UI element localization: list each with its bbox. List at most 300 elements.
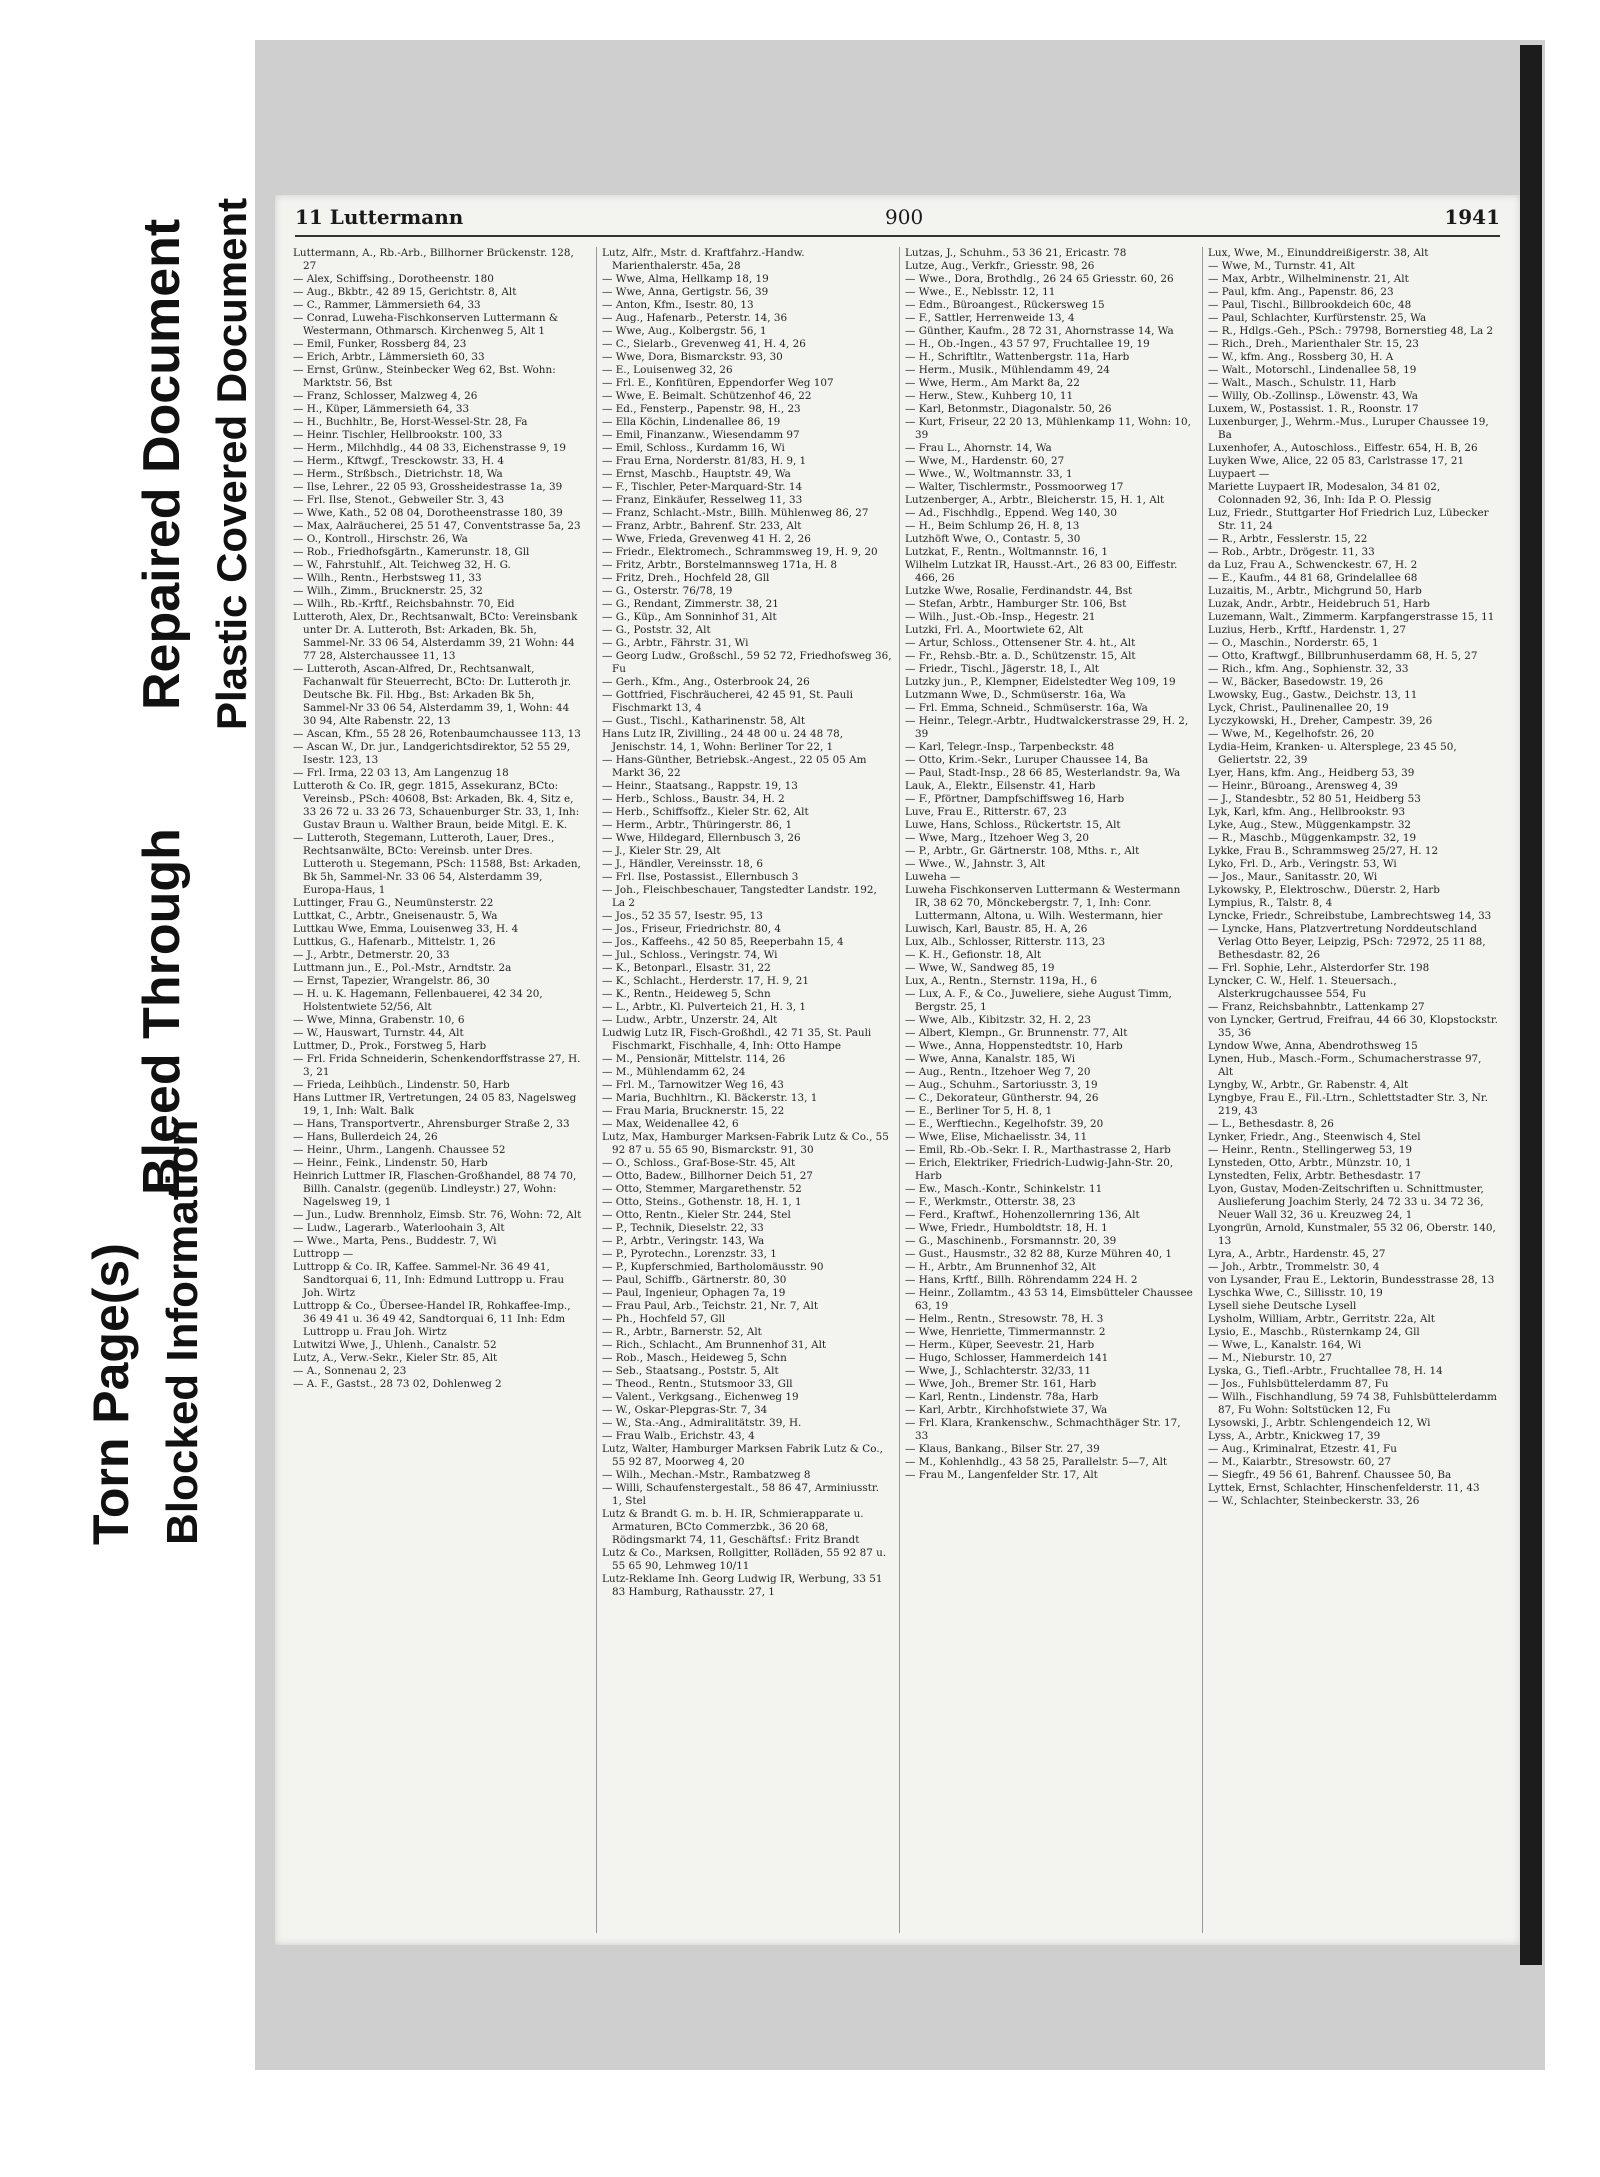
directory-entry: Luwe, Hans, Schloss., Rückertstr. 15, Alt [905,819,1121,831]
directory-entry: Luxenburger, J., Wehrm.-Mus., Luruper Chaussee 19, Ba [1208,416,1489,441]
directory-entry: — Emil, Finanzanw., Wiesendamm 97 [602,429,800,441]
directory-entry: — Jos., Maur., Sanitasstr. 20, Wi [1208,871,1378,883]
directory-entry: — Jun., Ludw. Brennholz, Eimsb. Str. 76, Wohn: 72, Alt [293,1209,582,1221]
directory-entry: — H. u. K. Hagemann, Fellenbauerei, 42 34 20, Holstentwiete 52/56, Alt [293,988,543,1013]
directory-entry: Lutz & Co., Marksen, Rollgitter, Rolläden, 55 92 87 u. 55 65 90, Lehmweg 10/11 [602,1547,887,1572]
directory-entry: Lysio, E., Maschb., Rüsternkamp 24, Gll [1208,1326,1420,1338]
directory-entry: Lutzky jun., P., Klempner, Eidelstedter Weg 109, 19 [905,676,1176,688]
directory-entry: — Fritz, Dreh., Hochfeld 28, Gll [602,572,770,584]
directory-entry: — P., Pyrotechn., Lorenzstr. 33, 1 [602,1248,777,1260]
directory-entry: — Frl. Irma, 22 03 13, Am Langenzug 18 [293,767,509,779]
directory-entry: Lutz & Brandt G. m. b. H. IR, Schmierapparate u. Armaturen, BCto Commerzbk., 36 20 68, Rödingsmarkt 74, 11, Geschäftsf.: Fritz Brandt [602,1508,864,1546]
directory-entry: Lykowsky, P., Elektroschw., Düerstr. 2, Harb [1208,884,1440,896]
directory-entry: Lyon, Gustav, Moden-Zeitschriften u. Schnittmuster, Auslieferung Joachim Sterly, 24 72 33 u. 34 72 36, Neuer Wall 32, 36 u. Kreuzweg 24, 1 [1208,1183,1484,1221]
directory-entry: Luve, Frau E., Ritterstr. 67, 23 [905,806,1067,818]
directory-entry: — Wwe, Herm., Am Markt 8a, 22 [905,377,1080,389]
directory-entry: — Kurt, Friseur, 22 20 13, Mühlenkamp 11, Wohn: 10, 39 [905,416,1191,441]
directory-entry: — Otto, Badew., Billhorner Deich 51, 27 [602,1170,813,1182]
header-year: 1941 [1444,205,1500,229]
directory-entry: — Max, Aalräucherei, 25 51 47, Conventstrasse 5a, 23 [293,520,581,532]
directory-entry: Luzemann, Walt., Zimmerm. Karpfangerstrasse 15, 11 [1208,611,1495,623]
directory-entry: Lyke, Aug., Stew., Müggenkampstr. 32 [1208,819,1412,831]
directory-entry: Lutz-Reklame Inh. Georg Ludwig IR, Werbung, 33 51 83 Hamburg, Rathausstr. 27, 1 [602,1573,883,1598]
directory-entry: — Jos., Kaffeehs., 42 50 85, Reeperbahn 15, 4 [602,936,844,948]
directory-entry: — W., Sta.-Ang., Admiralitätstr. 39, H. [602,1417,802,1429]
directory-entry: — Karl, Betonmstr., Diagonalstr. 50, 26 [905,403,1112,415]
directory-entry: — H., Arbtr., Am Brunnenhof 32, Alt [905,1261,1096,1273]
directory-entry: — H., Beim Schlump 26, H. 8, 13 [905,520,1080,532]
directory-entry: von Lysander, Frau E., Lektorin, Bundesstrasse 28, 13 [1208,1274,1495,1286]
directory-entry: — G., Rendant, Zimmerstr. 38, 21 [602,598,779,610]
directory-entry: — O., Kontroll., Hirschstr. 26, Wa [293,533,468,545]
directory-entry: — Seb., Staatsang., Poststr. 5, Alt [602,1365,779,1377]
directory-entry: — J., Händler, Vereinsstr. 18, 6 [602,858,764,870]
directory-entry: — Wwe, Alb., Kibitzstr. 32, H. 2, 23 [905,1014,1091,1026]
directory-entry: — E., Werftiechn., Kegelhofstr. 39, 20 [905,1118,1104,1130]
directory-entry: — W., Oskar-Plepgras-Str. 7, 34 [602,1404,768,1416]
directory-entry: Lyongrün, Arnold, Kunstmaler, 55 32 06, Oberstr. 140, 13 [1208,1222,1496,1247]
directory-entry: — Wwe., E., Neblsstr. 12, 11 [905,286,1056,298]
directory-entry: Luttkat, C., Arbtr., Gneisenaustr. 5, Wa [293,910,498,922]
directory-entry: Lynstedten, Felix, Arbtr. Bethesdastr. 17 [1208,1170,1421,1182]
directory-entry: — Wilh., Mechan.-Mstr., Rambatzweg 8 [602,1469,811,1481]
directory-entry: — Emil, Schloss., Kurdamm 16, Wi [602,442,785,454]
directory-entry: — Gerh., Kfm., Ang., Osterbrook 24, 26 [602,676,810,688]
directory-entry: Luttkau Wwe, Emma, Louisenweg 33, H. 4 [293,923,519,935]
directory-entry: Lyczykowski, H., Dreher, Campestr. 39, 26 [1208,715,1433,727]
directory-entry: — Gottfried, Fischräucherei, 42 45 91, St. Pauli Fischmarkt 13, 4 [602,689,853,714]
directory-entry: — Frl. Frida Schneiderin, Schenkendorffstrasse 27, H. 3, 21 [293,1053,581,1078]
directory-entry: — Rob., Arbtr., Drögestr. 11, 33 [1208,546,1375,558]
directory-entry: Lyk, Karl, kfm. Ang., Hellbrookstr. 93 [1208,806,1406,818]
column-2 [596,247,892,1933]
directory-entry: — W., kfm. Ang., Rossberg 30, H. A [1208,351,1394,363]
directory-entry: — F., Sattler, Herrenweide 13, 4 [905,312,1075,324]
label-repaired-document: Repaired Document [133,218,191,710]
directory-entry: — Willi, Schaufenstergestalt., 58 86 47, Arminiusstr. 1, Stel [602,1482,880,1507]
directory-entry: — Hans, Bullerdeich 24, 26 [293,1131,438,1143]
directory-entry: — Emil, Rb.-Ob.-Sekr. I. R., Marthastrasse 2, Harb [905,1144,1171,1156]
directory-entry: — Herm., Strßbsch., Dietrichstr. 18, Wa [293,468,503,480]
directory-entry: — Wwe, Joh., Bremer Str. 161, Harb [905,1378,1097,1390]
directory-entry: — Theod., Rentn., Stutsmoor 33, Gll [602,1378,793,1390]
directory-entry: — Herb., Schiffsoffz., Kieler Str. 62, Alt [602,806,809,818]
directory-entry: Lux, Alb., Schlosser, Ritterstr. 113, 23 [905,936,1106,948]
directory-entry: — Anton, Kfm., Isestr. 80, 13 [602,299,754,311]
directory-entry: Lyck, Christ., Paulinenallee 20, 19 [1208,702,1389,714]
directory-entry: — Stefan, Arbtr., Hamburger Str. 106, Bst [905,598,1127,610]
directory-entry: — Wwe, Hildegard, Ellernbusch 3, 26 [602,832,801,844]
label-bleed-through: Bleed Through [133,828,191,1195]
condition-labels [0,0,260,2177]
directory-entry: Lyko, Frl. D., Arb., Veringstr. 53, Wi [1208,858,1397,870]
directory-entry: — C., Sielarb., Grevenweg 41, H. 4, 26 [602,338,806,350]
directory-entry: — Max, Weidenallee 42, 6 [602,1118,739,1130]
directory-entry: — Max, Arbtr., Wilhelminenstr. 21, Alt [1208,273,1409,285]
directory-entry: — Frieda, Leihbüch., Lindenstr. 50, Harb [293,1079,510,1091]
directory-entry: — Herm., Milchhdlg., 44 08 33, Eichenstrasse 9, 19 [293,442,567,454]
directory-entry: — M., Nieburstr. 10, 27 [1208,1352,1333,1364]
directory-entry: — J., Arbtr., Detmerstr. 20, 33 [293,949,450,961]
directory-entry: — Heinr., Feink., Lindenstr. 50, Harb [293,1157,488,1169]
directory-entry: Lydia-Heim, Kranken- u. Altersplege, 23 45 50, Geliertstr. 22, 39 [1208,741,1457,766]
directory-entry: — P., Arbtr., Veringstr. 143, Wa [602,1235,765,1247]
directory-entry: Luweha — [905,871,961,883]
directory-entry: — Rich., kfm. Ang., Sophienstr. 32, 33 [1208,663,1409,675]
directory-entry: — Franz, Einkäufer, Resselweg 11, 33 [602,494,803,506]
directory-entry: — H., Ob.-Ingen., 43 57 97, Fruchtallee 19, 19 [905,338,1150,350]
directory-entry: — G., Maschinenb., Forsmannstr. 20, 39 [905,1235,1117,1247]
directory-entry: — Ew., Masch.-Kontr., Schinkelstr. 11 [905,1183,1103,1195]
directory-entry: — Paul, Stadt-Insp., 28 66 85, Westerlandstr. 9a, Wa [905,767,1181,779]
directory-entry: Luttkus, G., Hafenarb., Mittelstr. 1, 26 [293,936,496,948]
directory-entry: Lutwitzi Wwe, J., Uhlenh., Canalstr. 52 [293,1339,497,1351]
directory-entry: Lutzenberger, A., Arbtr., Bleicherstr. 15, H. 1, Alt [905,494,1165,506]
directory-entry: — M., Kaiarbtr., Stresowstr. 60, 27 [1208,1456,1392,1468]
directory-entry: — Karl, Telegr.-Insp., Tarpenbeckstr. 48 [905,741,1115,753]
directory-entry: — Paul, Schlachter, Kurfürstenstr. 25, Wa [1208,312,1427,324]
directory-entry: Lyndow Wwe, Anna, Abendrothsweg 15 [1208,1040,1418,1052]
directory-entry: — Wwe, L., Kanalstr. 164, Wi [1208,1339,1362,1351]
directory-entry: — Friedr., Elektromech., Schrammsweg 19, H. 9, 20 [602,546,878,558]
directory-entry: — R., Arbtr., Fesslerstr. 15, 22 [1208,533,1368,545]
directory-entry: Mariette Luypaert IR, Modesalon, 34 81 02, Colonnaden 92, 36, Inh: Ida P. O. Plessig [1208,481,1441,506]
directory-entry: — Aug., Bkbtr., 42 89 15, Gerichtstr. 8, Alt [293,286,517,298]
directory-entry: Luwisch, Karl, Baustr. 85, H. A, 26 [905,923,1088,935]
directory-entry: — Otto, Stemmer, Margarethenstr. 52 [602,1183,802,1195]
directory-entry: Luttermann, A., Rb.-Arb., Billhorner Brückenstr. 128, 27 [293,247,574,272]
directory-entry: Lyngbye, Frau E., Fil.-Ltrn., Schlettstadter Str. 3, Nr. 219, 43 [1208,1092,1488,1117]
directory-entry: — Aug., Schuhm., Sartoriusstr. 3, 19 [905,1079,1098,1091]
directory-entry: Luttmer, D., Prok., Forstweg 5, Harb [293,1040,487,1052]
directory-entry: — F., Tischler, Peter-Marquard-Str. 14 [602,481,803,493]
directory-entry: — J., Kieler Str. 29, Alt [602,845,721,857]
directory-entry: — Wwe, M., Kegelhofstr. 26, 20 [1208,728,1375,740]
directory-entry: — Aug., Hafenarb., Peterstr. 14, 36 [602,312,788,324]
directory-entry: — L., Arbtr., Kl. Pulverteich 21, H. 3, 1 [602,1001,807,1013]
directory-entry: — Heinr., Staatsang., Rappstr. 19, 13 [602,780,798,792]
directory-entry: Luttropp & Co., Übersee-Handel IR, Rohkaffee-Imp., 36 49 41 u. 36 49 42, Sandtorquai 6, 11 Inh: Edm Luttropp u. Frau Joh. Wirtz [293,1300,571,1338]
directory-entry: — R., Maschb., Müggenkampstr. 32, 19 [1208,832,1417,844]
directory-entry: Lynsteden, Otto, Arbtr., Münzstr. 10, 1 [1208,1157,1412,1169]
directory-entry: — Aug., Rentn., Itzehoer Weg 7, 20 [905,1066,1091,1078]
directory-entry: — Wilh., Zimm., Brucknerstr. 25, 32 [293,585,483,597]
directory-entry: — Alex, Schiffsing., Dorotheenstr. 180 [293,273,494,285]
directory-entry: — Rich., Dreh., Marienthaler Str. 15, 23 [1208,338,1419,350]
directory-entry: — W., Bäcker, Basedowstr. 19, 26 [1208,676,1384,688]
directory-entry: — Frau Paul, Arb., Teichstr. 21, Nr. 7, Alt [602,1300,819,1312]
directory-entry: — Wwe., Dora, Brothdlg., 26 24 65 Griesstr. 60, 26 [905,273,1174,285]
header-running-title: 11 Luttermann [295,205,464,229]
directory-entry: — G., Arbtr., Fährstr. 31, Wi [602,637,749,649]
directory-entry: — Wwe, Anna, Gertigstr. 56, 39 [602,286,769,298]
directory-entry: — E., Kaufm., 44 81 68, Grindelallee 68 [1208,572,1418,584]
directory-entry: — Frl. Ilse, Stenot., Gebweiler Str. 3, 43 [293,494,505,506]
directory-entry: Lutz, Alfr., Mstr. d. Kraftfahrz.-Handw. Marienthalerstr. 45a, 28 [602,247,805,272]
directory-columns [293,247,1502,1933]
directory-entry: — Frau Erna, Norderstr. 81/83, H. 9, 1 [602,455,807,467]
directory-entry: — Jul., Schloss., Veringstr. 74, Wi [602,949,778,961]
directory-entry: Lutzhöft Wwe, O., Contastr. 5, 30 [905,533,1081,545]
directory-entry: Lykke, Frau B., Schrammsweg 25/27, H. 12 [1208,845,1439,857]
directory-entry: da Luz, Frau A., Schwenckestr. 67, H. 2 [1208,559,1418,571]
directory-entry: — Wwe., Anna, Hoppenstedtstr. 10, Harb [905,1040,1123,1052]
directory-entry: — Heinr., Büroang., Arensweg 4, 39 [1208,780,1398,792]
directory-entry: — Walt., Motorschl., Lindenallee 58, 19 [1208,364,1417,376]
directory-entry: — H., Buchhltr., Be, Horst-Wessel-Str. 28, Fa [293,416,528,428]
directory-entry: — Hugo, Schlosser, Hammerdeich 141 [905,1352,1109,1364]
directory-entry: — P., Kupferschmied, Bartholomäusstr. 90 [602,1261,824,1273]
directory-entry: — Paul, Tischl., Billbrookdeich 60c, 48 [1208,299,1412,311]
directory-entry: Lyschka Wwe, C., Sillisstr. 10, 19 [1208,1287,1383,1299]
directory-entry: — Wwe, Marg., Itzehoer Weg 3, 20 [905,832,1090,844]
directory-entry: Luzak, Andr., Arbtr., Heidebruch 51, Harb [1208,598,1430,610]
directory-entry: Lyska, G., Tiefl.-Arbtr., Fruchtallee 78, H. 14 [1208,1365,1443,1377]
directory-entry: — Heinr., Rentn., Stellingerweg 53, 19 [1208,1144,1413,1156]
directory-entry: — Günther, Kaufm., 28 72 31, Ahornstrasse 14, Wa [905,325,1174,337]
directory-entry: — Lutteroth, Ascan-Alfred, Dr., Rechtsanwalt, Fachanwalt für Steuerrecht, BCto: Dr. Lutteroth jr. Deutsche Bk. Fil. Hbg., Bst: Arkaden Bk 5h, Sammel-Nr 33 06 54, Alsterdamm 39, 1, Wohn: 44 30 94, Alte Rabenstr. 22, 13 [293,663,572,727]
directory-entry: — R., Arbtr., Barnerstr. 52, Alt [602,1326,762,1338]
directory-entry: Lauk, A., Elektr., Eilsenstr. 41, Harb [905,780,1096,792]
directory-entry: Lynen, Hub., Masch.-Form., Schumacherstrasse 97, Alt [1208,1053,1482,1078]
directory-entry: — Wwe, Frieda, Grevenweg 41 H. 2, 26 [602,533,811,545]
directory-entry: — M., Pensionär, Mittelstr. 114, 26 [602,1053,786,1065]
directory-entry: — Erich, Arbtr., Lämmersieth 60, 33 [293,351,485,363]
directory-entry: — Emil, Funker, Rossberg 84, 23 [293,338,467,350]
directory-entry: Luttropp & Co. IR, Kaffee. Sammel-Nr. 36 49 41, Sandtorquai 6, 11, Inh: Edmund Luttropp u. Frau Joh. Wirtz [293,1261,565,1299]
directory-entry: — Frau M., Langenfelder Str. 17, Alt [905,1469,1098,1481]
directory-entry: — Herm., Kftwgf., Tresckowstr. 33, H. 4 [293,455,505,467]
directory-entry: — F., Pförtner, Dampfschiffsweg 16, Harb [905,793,1125,805]
directory-entry: — C., Rammer, Lämmersieth 64, 33 [293,299,481,311]
directory-entry: — G., Osterstr. 76/78, 19 [602,585,733,597]
directory-entry: Lutz, Walter, Hamburger Marksen Fabrik Lutz & Co., 55 92 87, Moorweg 4, 20 [602,1443,883,1468]
directory-entry: — Jos., Friseur, Friedrichstr. 80, 4 [602,923,781,935]
directory-entry: — Albert, Klempn., Gr. Brunnenstr. 77, Alt [905,1027,1128,1039]
directory-entry: — Herm., Küper, Seevestr. 21, Harb [905,1339,1095,1351]
directory-entry: — Wilh., Rentn., Herbstsweg 11, 33 [293,572,482,584]
directory-entry: — Ernst, Maschb., Hauptstr. 49, Wa [602,468,791,480]
directory-entry: Lutzas, J., Schuhm., 53 36 21, Ericastr. 78 [905,247,1127,259]
directory-entry: Lux, Wwe, M., Einunddreißigerstr. 38, Alt [1208,247,1429,259]
directory-entry: — Wwe, E. Beimalt. Schützenhof 46, 22 [602,390,812,402]
directory-entry: Lyer, Hans, kfm. Ang., Heidberg 53, 39 [1208,767,1415,779]
directory-entry: — Wilh., Fischhandlung, 59 74 38, Fuhlsbüttelerdamm 87, Fu Wohn: Soltstücken 12, Fu [1208,1391,1497,1416]
directory-entry: — Siegfr., 49 56 61, Bahrenf. Chaussee 50, Ba [1208,1469,1452,1481]
directory-entry: — Joh., Arbtr., Trommelstr. 30, 4 [1208,1261,1380,1273]
directory-entry: — A., Sonnenau 2, 23 [293,1365,407,1377]
directory-entry: — Gust., Hausmstr., 32 82 88, Kurze Mühren 40, 1 [905,1248,1173,1260]
directory-entry: — Artur, Schloss., Ottensener Str. 4. ht., Alt [905,637,1136,649]
directory-entry: — Rob., Masch., Heideweg 5, Schn [602,1352,787,1364]
directory-entry: Lyncke, Friedr., Schreibstube, Lambrechtsweg 14, 33 [1208,910,1492,922]
directory-entry: — Valent., Verkgsang., Eichenweg 19 [602,1391,799,1403]
directory-entry: Lyncker, C. W., Helf. 1. Steuersach., Alsterkrugchaussee 554, Fu [1208,975,1397,1000]
directory-entry: — Ludw., Arbtr., Unzerstr. 24, Alt [602,1014,778,1026]
directory-entry: — Fritz, Arbtr., Borstelmannsweg 171a, H. 8 [602,559,837,571]
directory-entry: — O., Maschin., Norderstr. 65, 1 [1208,637,1379,649]
directory-entry: — Wwe, Minna, Grabenstr. 10, 6 [293,1014,465,1026]
directory-entry: Luyken Wwe, Alice, 22 05 83, Carlstrasse 17, 21 [1208,455,1465,467]
directory-entry: — Rich., Schlacht., Am Brunnenhof 31, Alt [602,1339,827,1351]
directory-entry: Luzius, Herb., Krftf., Hardenstr. 1, 27 [1208,624,1406,636]
directory-entry: — Wwe, J., Schlachterstr. 32/33, 11 [905,1365,1091,1377]
directory-entry: — Wwe., Marta, Pens., Buddestr. 7, Wi [293,1235,497,1247]
directory-entry: — Karl, Rentn., Lindenstr. 78a, Harb [905,1391,1099,1403]
directory-entry: — Frl. Klara, Krankenschw., Schmachthäger Str. 17, 33 [905,1417,1181,1442]
label-plastic-covered-document: Plastic Covered Document [208,197,255,730]
directory-entry: Luweha Fischkonserven Luttermann & Westermann IR, 38 62 70, Mönckebergstr. 7, 1, Inh: Conr. Luttermann, Altona, u. Wilh. Westermann, hier [905,884,1181,922]
directory-entry: — Willy, Ob.-Zollinsp., Löwenstr. 43, Wa [1208,390,1418,402]
directory-entry: — Lutteroth, Stegemann, Lutteroth, Lauer, Dres., Rechtsanwälte, BCto: Vereinsb. unter Dres. Lutteroth u. Stegemann, PSch: 11588, Bst: Arkaden, Bk 5h, Sammel-Nr. 33 06 54, Alsterdamm 39, Europa-Haus, 1 [293,832,581,896]
directory-entry: — Wilh., Rb.-Krftf., Reichsbahnstr. 70, Eid [293,598,515,610]
directory-entry: — Frau Walb., Erichstr. 43, 4 [602,1430,755,1442]
directory-entry: Lutze, Aug., Verkfr., Griesstr. 98, 26 [905,260,1095,272]
directory-entry: — O., Schloss., Graf-Bose-Str. 45, Alt [602,1157,796,1169]
directory-entry: — Lyncke, Hans, Platzvertretung Norddeutschland Verlag Otto Beyer, Leipzig, PSch: 72972, 25 11 88, Bethesdastr. 82, 26 [1208,923,1486,961]
directory-entry: — Otto, Rentn., Kieler Str. 244, Stel [602,1209,791,1221]
directory-entry: Lysowski, J., Arbtr. Schlengendeich 12, Wi [1208,1417,1431,1429]
directory-entry: — Wwe., W., Woltmannstr. 33, 1 [905,468,1073,480]
directory-entry: — K. H., Gefionstr. 18, Alt [905,949,1042,961]
directory-entry: — C., Dekorateur, Güntherstr. 94, 26 [905,1092,1099,1104]
directory-entry: — Paul, kfm. Ang., Papenstr. 86, 23 [1208,286,1394,298]
directory-entry: Luttropp — [293,1248,354,1260]
directory-entry: — Walter, Tischlermstr., Possmoorweg 17 [905,481,1124,493]
directory-entry: Lutzke Wwe, Rosalie, Ferdinandstr. 44, Bst [905,585,1133,597]
directory-entry: — J., Standesbtr., 52 80 51, Heidberg 53 [1208,793,1421,805]
page-header [295,205,1500,237]
directory-entry: Luz, Friedr., Stuttgarter Hof Friedrich Luz, Lübecker Str. 11, 24 [1208,507,1489,532]
directory-entry: — P., Technik, Dieselstr. 22, 33 [602,1222,764,1234]
directory-entry: Hans Luttmer IR, Vertretungen, 24 05 83, Nagelsweg 19, 1, Inh: Walt. Balk [293,1092,577,1117]
directory-entry: — Wwe, Henriette, Timmermannstr. 2 [905,1326,1106,1338]
directory-entry: — Wwe, W., Sandweg 85, 19 [905,962,1055,974]
directory-entry: — Ph., Hochfeld 57, Gll [602,1313,726,1325]
directory-entry: — Franz, Reichsbahnbtr., Lattenkamp 27 [1208,1001,1425,1013]
directory-entry: Lysholm, William, Arbtr., Gerritstr. 22a, Alt [1208,1313,1435,1325]
directory-entry: Lyngby, W., Arbtr., Gr. Rabenstr. 4, Alt [1208,1079,1409,1091]
directory-entry: — Frl. Sophie, Lehr., Alsterdorfer Str. 198 [1208,962,1430,974]
directory-entry: — Franz, Schlacht.-Mstr., Billh. Mühlenweg 86, 27 [602,507,869,519]
directory-entry: — Herw., Stew., Kuhberg 10, 11 [905,390,1074,402]
directory-entry: — W., Hauswart, Turnstr. 44, Alt [293,1027,464,1039]
directory-entry: — Jos., Fuhlsbüttelerdamm 87, Fu [1208,1378,1389,1390]
directory-entry: — L., Bethesdastr. 8, 26 [1208,1118,1334,1130]
directory-entry: — Frau Maria, Brucknerstr. 15, 22 [602,1105,785,1117]
directory-entry: — M., Kohlenhdlg., 43 58 25, Parallelstr. 5—7, Alt [905,1456,1168,1468]
directory-entry: — Ilse, Lehrer., 22 05 93, Grossheidestrasse 1a, 39 [293,481,563,493]
directory-entry: Luypaert — [1208,468,1270,480]
directory-entry: — K., Rentn., Heideweg 5, Schn [602,988,771,1000]
directory-entry: — Helm., Rentn., Stresowstr. 78, H. 3 [905,1313,1104,1325]
directory-entry: Lyra, A., Arbtr., Hardenstr. 45, 27 [1208,1248,1386,1260]
directory-entry: — Heinr., Telegr.-Arbtr., Hudtwalckerstrasse 29, H. 2, 39 [905,715,1189,740]
directory-entry: — G., Küp., Am Sonninhof 31, Alt [602,611,777,623]
directory-entry: — Frl. M., Tarnowitzer Weg 16, 43 [602,1079,784,1091]
directory-entry: — Franz, Schlosser, Malzweg 4, 26 [293,390,478,402]
directory-entry: Hans Lutz IR, Zivilling., 24 48 00 u. 24 48 78, Jenischstr. 14, 1, Wohn: Berliner Tor 22, 1 [602,728,844,753]
directory-entry: Lutteroth, Alex, Dr., Rechtsanwalt, BCto: Vereinsbank unter Dr. A. Lutteroth, Bst: Arkaden, Bk. 5h, Sammel-Nr. 33 06 54, Alsterdamm 39, 21 Wohn: 44 77 28, Alsterchaussee 11, 13 [293,611,578,662]
directory-entry: Lutzmann Wwe, D., Schmüserstr. 16a, Wa [905,689,1126,701]
directory-entry: — Walt., Masch., Schulstr. 11, Harb [1208,377,1396,389]
directory-entry: — Ascan, Kfm., 55 28 26, Rotenbaumchaussee 113, 13 [293,728,581,740]
directory-entry: Luttmann jun., E., Pol.-Mstr., Arndtstr. 2a [293,962,512,974]
directory-entry: — Wwe, Friedr., Humboldtstr. 18, H. 1 [905,1222,1108,1234]
directory-entry: — Klaus, Bankang., Bilser Str. 27, 39 [905,1443,1100,1455]
directory-entry: — Heinr., Uhrm., Langenh. Chaussee 52 [293,1144,506,1156]
header-page-number: 900 [885,205,924,229]
directory-entry: Lutz, A., Verw.-Sekr., Kieler Str. 85, Alt [293,1352,498,1364]
directory-entry: — E., Louisenweg 32, 26 [602,364,733,376]
directory-entry: — G., Poststr. 32, Alt [602,624,711,636]
directory-entry: — Wwe, Alma, Hellkamp 18, 19 [602,273,769,285]
directory-page [275,195,1520,1945]
directory-entry: — Wwe, Dora, Bismarckstr. 93, 30 [602,351,783,363]
directory-entry: Lyss, A., Arbtr., Knickweg 17, 39 [1208,1430,1381,1442]
directory-entry: — H., Schriftltr., Wattenbergstr. 11a, Harb [905,351,1130,363]
directory-entry: — R., Hdlgs.-Geh., PSch.: 79798, Bornerstieg 48, La 2 [1208,325,1494,337]
directory-entry: — Herm., Arbtr., Thüringerstr. 86, 1 [602,819,793,831]
directory-entry: — Ed., Fensterp., Papenstr. 98, H., 23 [602,403,801,415]
directory-entry: Lympius, R., Talstr. 8, 4 [1208,897,1333,909]
directory-entry: Wilhelm Lutzkat IR, Hausst.-Art., 26 83 00, Eiffestr. 466, 26 [905,559,1178,584]
directory-entry: — Jos., 52 35 57, Isestr. 95, 13 [602,910,763,922]
directory-entry: — Herm., Musik., Mühlendamm 49, 24 [905,364,1110,376]
directory-entry: — Edm., Büroangest., Rückersweg 15 [905,299,1105,311]
directory-entry: — Erich, Elektriker, Friedrich-Ludwig-Jahn-Str. 20, Harb [905,1157,1174,1182]
directory-entry: — Ludw., Lagerarb., Waterloohain 3, Alt [293,1222,505,1234]
directory-entry: — Herb., Schloss., Baustr. 34, H. 2 [602,793,785,805]
directory-entry: Luxenhofer, A., Autoschloss., Eiffestr. 654, H. B, 26 [1208,442,1478,454]
directory-entry: Lux, A., Rentn., Sternstr. 119a, H., 6 [905,975,1098,987]
directory-entry: — K., Betonparl., Elsastr. 31, 22 [602,962,771,974]
directory-entry: Luxem, W., Postassist. 1. R., Roonstr. 17 [1208,403,1419,415]
directory-entry: Lutzki, Frl. A., Moortwiete 62, Alt [905,624,1084,636]
directory-entry: Lysell siehe Deutsche Lysell [1208,1300,1357,1312]
directory-entry: — Franz, Arbtr., Bahrenf. Str. 233, Alt [602,520,802,532]
column-4 [1202,247,1498,1933]
directory-entry: — Gust., Tischl., Katharinenstr. 58, Alt [602,715,806,727]
directory-entry: — Georg Ludw., Großschl., 59 52 72, Friedhofsweg 36, Fu [602,650,892,675]
directory-entry: — Frl. Ilse, Postassist., Ellernbusch 3 [602,871,799,883]
directory-entry: — Frl. E., Konfitüren, Eppendorfer Weg 107 [602,377,834,389]
directory-entry: — Paul, Ingenieur, Ophagen 7a, 19 [602,1287,786,1299]
directory-entry: — Ad., Fischhdlg., Eppend. Weg 140, 30 [905,507,1117,519]
directory-entry: — Hans, Krftf., Billh. Röhrendamm 224 H. 2 [905,1274,1138,1286]
directory-entry: — Karl, Arbtr., Kirchhofstwiete 37, Wa [905,1404,1108,1416]
directory-entry: — Heinr., Zollamtm., 43 53 14, Eimsbütteler Chaussee 63, 19 [905,1287,1193,1312]
directory-entry: — Heinr. Tischler, Hellbrookstr. 100, 33 [293,429,503,441]
directory-entry: Ludwig Lutz IR, Fisch-Großhdl., 42 71 35, St. Pauli Fischmarkt, Fischhalle, 4, Inh: Otto Hampe [602,1027,872,1052]
directory-entry: — Wilh., Just.-Ob.-Insp., Hegestr. 21 [905,611,1096,623]
directory-entry: Luttinger, Frau G., Neumünsterstr. 22 [293,897,494,909]
directory-entry: — Hans-Günther, Betriebsk.-Angest., 22 05 05 Am Markt 36, 22 [602,754,867,779]
column-1 [293,247,583,1933]
directory-entry: — Maria, Buchhltrn., Kl. Bäckerstr. 13, 1 [602,1092,818,1104]
directory-entry: — M., Mühlendamm 62, 24 [602,1066,746,1078]
directory-entry: — Frau L., Ahornstr. 14, Wa [905,442,1052,454]
directory-entry: — Ascan W., Dr. jur., Landgerichtsdirektor, 52 55 29, Isestr. 123, 13 [293,741,571,766]
directory-entry: Luzaitis, M., Arbtr., Michgrund 50, Harb [1208,585,1422,597]
directory-entry: — Lux, A. F., & Co., Juweliere, siehe August Timm, Bergstr. 25, 1 [905,988,1172,1013]
directory-entry: — Ernst, Tapezier, Wrangelstr. 86, 30 [293,975,490,987]
directory-entry: — Joh., Fleischbeschauer, Tangstedter Landstr. 192, La 2 [602,884,877,909]
directory-entry: Lutzkat, F., Rentn., Woltmannstr. 16, 1 [905,546,1108,558]
directory-entry: — Ernst, Grünw., Steinbecker Weg 62, Bst. Wohn: Marktstr. 56, Bst [293,364,556,389]
column-3 [899,247,1195,1933]
directory-entry: — E., Berliner Tor 5, H. 8, 1 [905,1105,1053,1117]
